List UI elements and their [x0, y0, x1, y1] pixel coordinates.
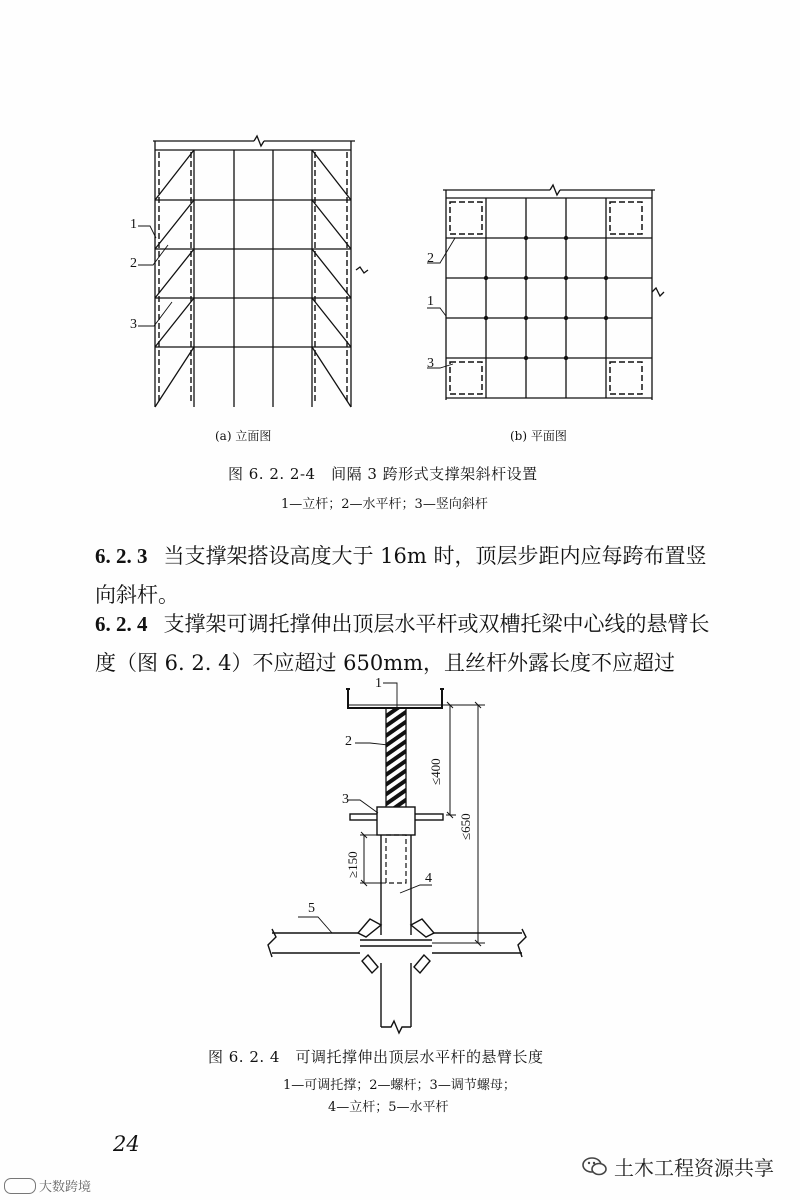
label-plan-2: 2	[427, 251, 434, 266]
label-plan-3: 3	[427, 356, 434, 371]
label-adj-2: 2	[345, 734, 352, 749]
section-text-624: 支撑架可调托撑伸出顶层水平杆或双槽托梁中心线的悬臂长度（图 6. 2. 4）不应超过 650mm，且丝杆外露长度不应超过	[95, 612, 710, 675]
dim-150: ≥150	[345, 851, 360, 878]
watermark-right-text: 土木工程资源共享	[614, 1156, 774, 1180]
adjustable-support-diagram	[260, 675, 540, 1040]
label-adj-3: 3	[342, 792, 349, 807]
label-adj-5: 5	[308, 901, 315, 916]
label-elev-1: 1	[130, 217, 137, 232]
dim-650: ≤650	[458, 813, 473, 840]
label-elev-2: 2	[130, 256, 137, 271]
wechat-icon	[582, 1156, 608, 1178]
dim-400: ≤400	[428, 758, 443, 785]
figure-legend-6224: 1—立杆；2—水平杆；3—竖向斜杆	[281, 497, 488, 512]
subcaption-b: (b) 平面图	[510, 429, 567, 443]
watermark-left	[4, 1176, 91, 1195]
subcaption-a: (a) 立面图	[215, 429, 272, 443]
label-elev-3: 3	[130, 317, 137, 332]
figure-legend-624-line1: 1—可调托撑；2—螺杆；3—调节螺母；	[283, 1078, 516, 1093]
label-adj-1: 1	[375, 676, 382, 691]
watermark-left-text: 大数跨境	[39, 1180, 92, 1195]
section-text-623: 当支撑架搭设高度大于 16m 时，顶层步距内应每跨布置竖向斜杆。	[95, 544, 707, 607]
figure-title-624: 图 6. 2. 4 可调托撑伸出顶层水平杆的悬臂长度	[208, 1048, 544, 1066]
watermark-logo-icon	[4, 1178, 36, 1194]
figure-legend-624-line2: 4—立杆；5—水平杆	[328, 1100, 449, 1115]
page-number: 24	[113, 1132, 140, 1156]
elevation-diagram	[120, 120, 390, 420]
plan-diagram	[415, 170, 675, 420]
label-adj-4: 4	[425, 871, 432, 886]
figure-title-6224: 图 6. 2. 2-4 间隔 3 跨形式支撑架斜杆设置	[228, 465, 538, 483]
section-6-2-3	[95, 537, 715, 615]
section-6-2-4	[95, 605, 715, 683]
section-number-623: 6. 2. 3	[95, 544, 148, 568]
label-plan-1: 1	[427, 294, 434, 309]
section-number-624: 6. 2. 4	[95, 612, 148, 636]
watermark-right	[582, 1152, 774, 1181]
